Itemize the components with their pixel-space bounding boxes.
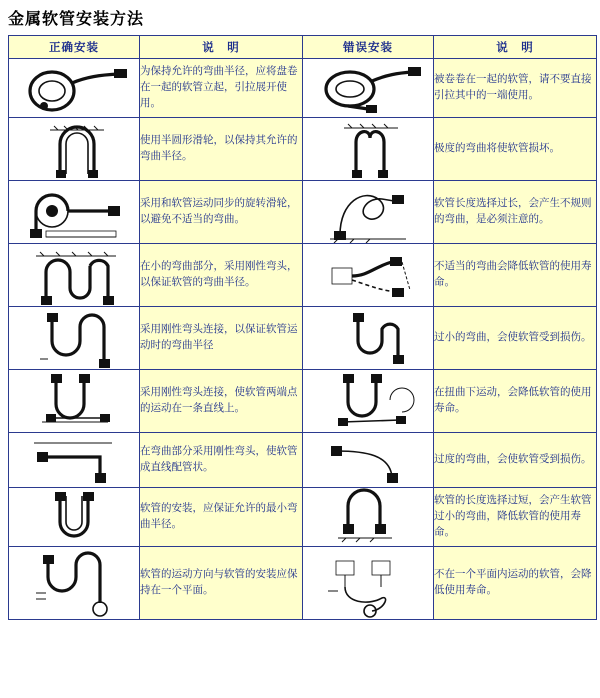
out-of-plane-motion-icon [303, 547, 434, 620]
row-desc: 软管的长度选择过短，会产生软管过小的弯曲，降低软管的使用寿命。 [434, 488, 597, 547]
improper-bend-life-icon [303, 244, 434, 307]
coiled-hose-wrong-icon [303, 59, 434, 118]
header-wrong-install: 错误安装 [303, 36, 434, 59]
row-desc: 软管的安装，应保证允许的最小弯曲半径。 [140, 488, 303, 547]
over-long-hose-icon [303, 181, 434, 244]
row-desc: 在扭曲下运动，会降低软管的使用寿命。 [434, 370, 597, 433]
row-desc: 软管的运动方向与软管的安装应保持在一个平面。 [140, 547, 303, 620]
excessive-bend-icon [303, 433, 434, 488]
header-wrong-desc: 说 明 [434, 36, 597, 59]
row-desc: 在弯曲部分采用刚性弯头，使软管成直线配管状。 [140, 433, 303, 488]
table-row [9, 118, 597, 181]
table-row [9, 370, 597, 433]
row-desc: 为保持允许的弯曲半径，应将盘卷在一起的软管立起，引拉展开使用。 [140, 59, 303, 118]
row-desc: 过小的弯曲，会使软管受到损伤。 [434, 307, 597, 370]
installation-methods-table [8, 35, 597, 620]
sharp-bend-damage-icon [303, 118, 434, 181]
rigid-elbow-straight-line-icon [9, 370, 140, 433]
table-row [9, 181, 597, 244]
minimum-bend-radius-install-icon [9, 488, 140, 547]
table-row [9, 244, 597, 307]
too-small-bend-icon [303, 307, 434, 370]
row-desc: 软管长度选择过长，会产生不规则的弯曲，是必须注意的。 [434, 181, 597, 244]
semicircular-pulley-icon [9, 118, 140, 181]
row-desc: 极度的弯曲将使软管损坏。 [434, 118, 597, 181]
table-row [9, 488, 597, 547]
straight-pipe-rigid-elbow-icon [9, 433, 140, 488]
page-title: 金属软管安装方法 [8, 9, 145, 28]
rigid-bend-small-radius-icon [9, 244, 140, 307]
twisting-motion-icon [303, 370, 434, 433]
header-correct-install: 正确安装 [9, 36, 140, 59]
row-desc: 在小的弯曲部分，采用刚性弯头，以保证软管的弯曲半径。 [140, 244, 303, 307]
row-desc: 不在一个平面内运动的软管，会降低使用寿命。 [434, 547, 597, 620]
table-header [9, 36, 597, 59]
row-desc: 不适当的弯曲会降低软管的使用寿命。 [434, 244, 597, 307]
table-body [9, 59, 597, 620]
rigid-elbow-connection-icon [9, 307, 140, 370]
same-plane-motion-icon [9, 547, 140, 620]
header-row [9, 36, 597, 59]
too-long-hose-small-bend-icon [303, 488, 434, 547]
row-desc: 采用刚性弯头连接，以保证软管运动时的弯曲半径 [140, 307, 303, 370]
coiled-hose-correct-icon [9, 59, 140, 118]
row-desc: 采用刚性弯头连接，使软管两端点的运动在一条直线上。 [140, 370, 303, 433]
table-row [9, 59, 597, 118]
table-row [9, 307, 597, 370]
row-desc: 采用和软管运动同步的旋转滑轮，以避免不适当的弯曲。 [140, 181, 303, 244]
row-desc: 过度的弯曲，会使软管受到损伤。 [434, 433, 597, 488]
synchronized-rotating-pulley-icon [9, 181, 140, 244]
table-row [9, 547, 597, 620]
row-desc: 被卷卷在一起的软管，请不要直接引拉其中的一端使用。 [434, 59, 597, 118]
header-correct-desc: 说 明 [140, 36, 303, 59]
table-row [9, 433, 597, 488]
row-desc: 使用半圆形滑轮，以保持其允许的弯曲半径。 [140, 118, 303, 181]
